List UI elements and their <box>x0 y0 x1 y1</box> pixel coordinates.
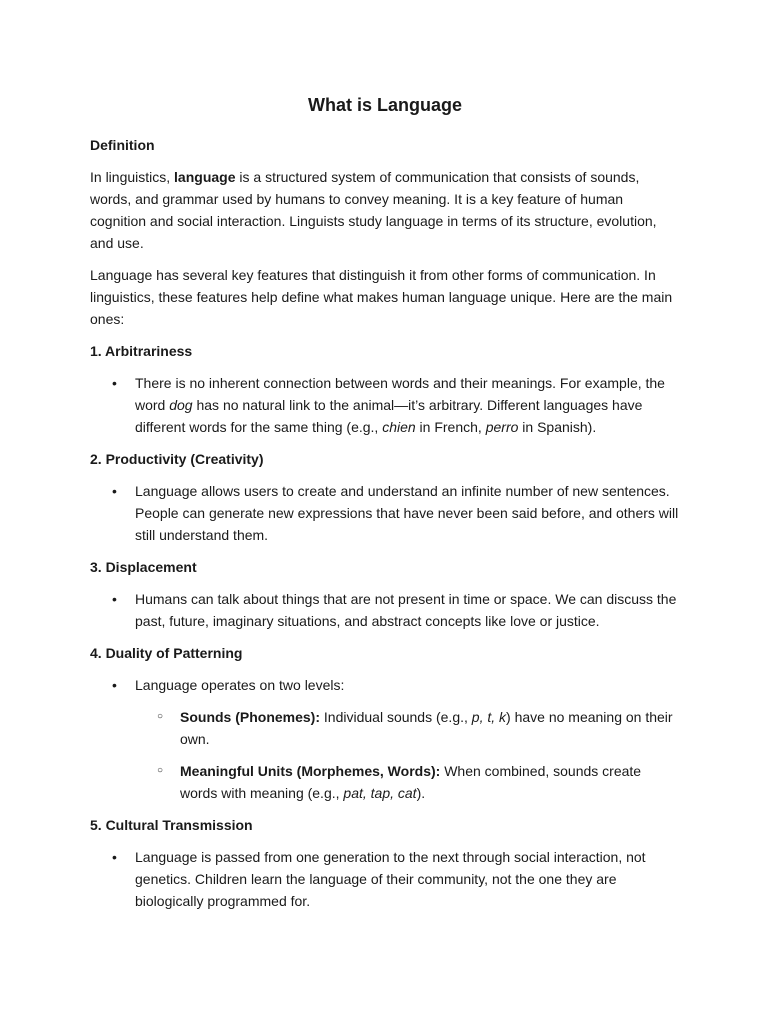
bullet-list <box>90 372 680 438</box>
text-span: is a structured system of communication that consists of sounds, words, and grammar used by humans to convey meaning. It is a key feature of human cognition and social interaction. Linguists study language in terms of its structure, evolution, and use. <box>90 169 657 251</box>
list-item <box>90 372 680 438</box>
definition-heading: Definition <box>90 137 155 153</box>
italic-term: chien <box>382 419 416 435</box>
page-title: What is Language <box>307 95 462 115</box>
bullet-list <box>90 846 680 912</box>
document-body <box>90 90 680 922</box>
text-span: When combined, sounds create words with meaning (e.g., <box>180 763 642 801</box>
sub-list-item <box>135 760 680 804</box>
bold-term: language <box>174 169 236 185</box>
text-span: ) have no meaning on their own. <box>180 709 673 747</box>
text-span: in Spanish). <box>518 419 597 435</box>
intro-paragraph: Language has several key features that distinguish it from other forms of communication. In linguistics, these features help define what makes human language unique. Here are the main ones: <box>90 267 673 327</box>
text-span: Individual sounds (e.g., <box>320 709 472 725</box>
section-heading-displacement: 3. Displacement <box>90 559 197 575</box>
sub-bullet-list <box>135 706 680 804</box>
text-span: in French, <box>415 419 486 435</box>
bold-term: Meaningful Units (Morphemes, Words): <box>180 763 441 779</box>
bold-term: Sounds (Phonemes): <box>180 709 321 725</box>
sub-list-item <box>135 706 680 750</box>
section-heading-duality: 4. Duality of Patterning <box>90 645 243 661</box>
italic-term: pat, tap, cat <box>343 785 417 801</box>
text-span: In linguistics, <box>90 169 175 185</box>
text-span: ). <box>416 785 426 801</box>
section-heading-arbitrariness: 1. Arbitrariness <box>90 343 193 359</box>
italic-term: dog <box>169 397 193 413</box>
list-item: • Language is passed from one generation to the next through social interaction, not genetics. Children learn the language of their community, not the one they are biologically programmed for. <box>90 846 680 912</box>
text-span: Language operates on two levels: <box>135 677 345 693</box>
bullet-list <box>90 674 680 804</box>
bullet-list <box>90 480 680 546</box>
definition-paragraph <box>90 166 680 254</box>
bullet-list <box>90 588 680 632</box>
text-span: has no natural link to the animal—it’s arbitrary. Different languages have different words for the same thing (e.g., <box>135 397 643 435</box>
list-item: • Humans can talk about things that are not present in time or space. We can discuss the past, future, imaginary situations, and abstract concepts like love or justice. <box>90 588 680 632</box>
italic-term: p, t, k <box>471 709 507 725</box>
section-heading-productivity: 2. Productivity (Creativity) <box>90 451 264 467</box>
list-item <box>90 674 680 804</box>
section-heading-cultural-transmission: 5. Cultural Transmission <box>90 817 253 833</box>
list-item: • Language allows users to create and understand an infinite number of new sentences. People can generate new expressions that have never been said before, and others will still understand them. <box>90 480 680 546</box>
text-span: There is no inherent connection between words and their meanings. For example, the word <box>135 375 665 413</box>
italic-term: perro <box>485 419 519 435</box>
